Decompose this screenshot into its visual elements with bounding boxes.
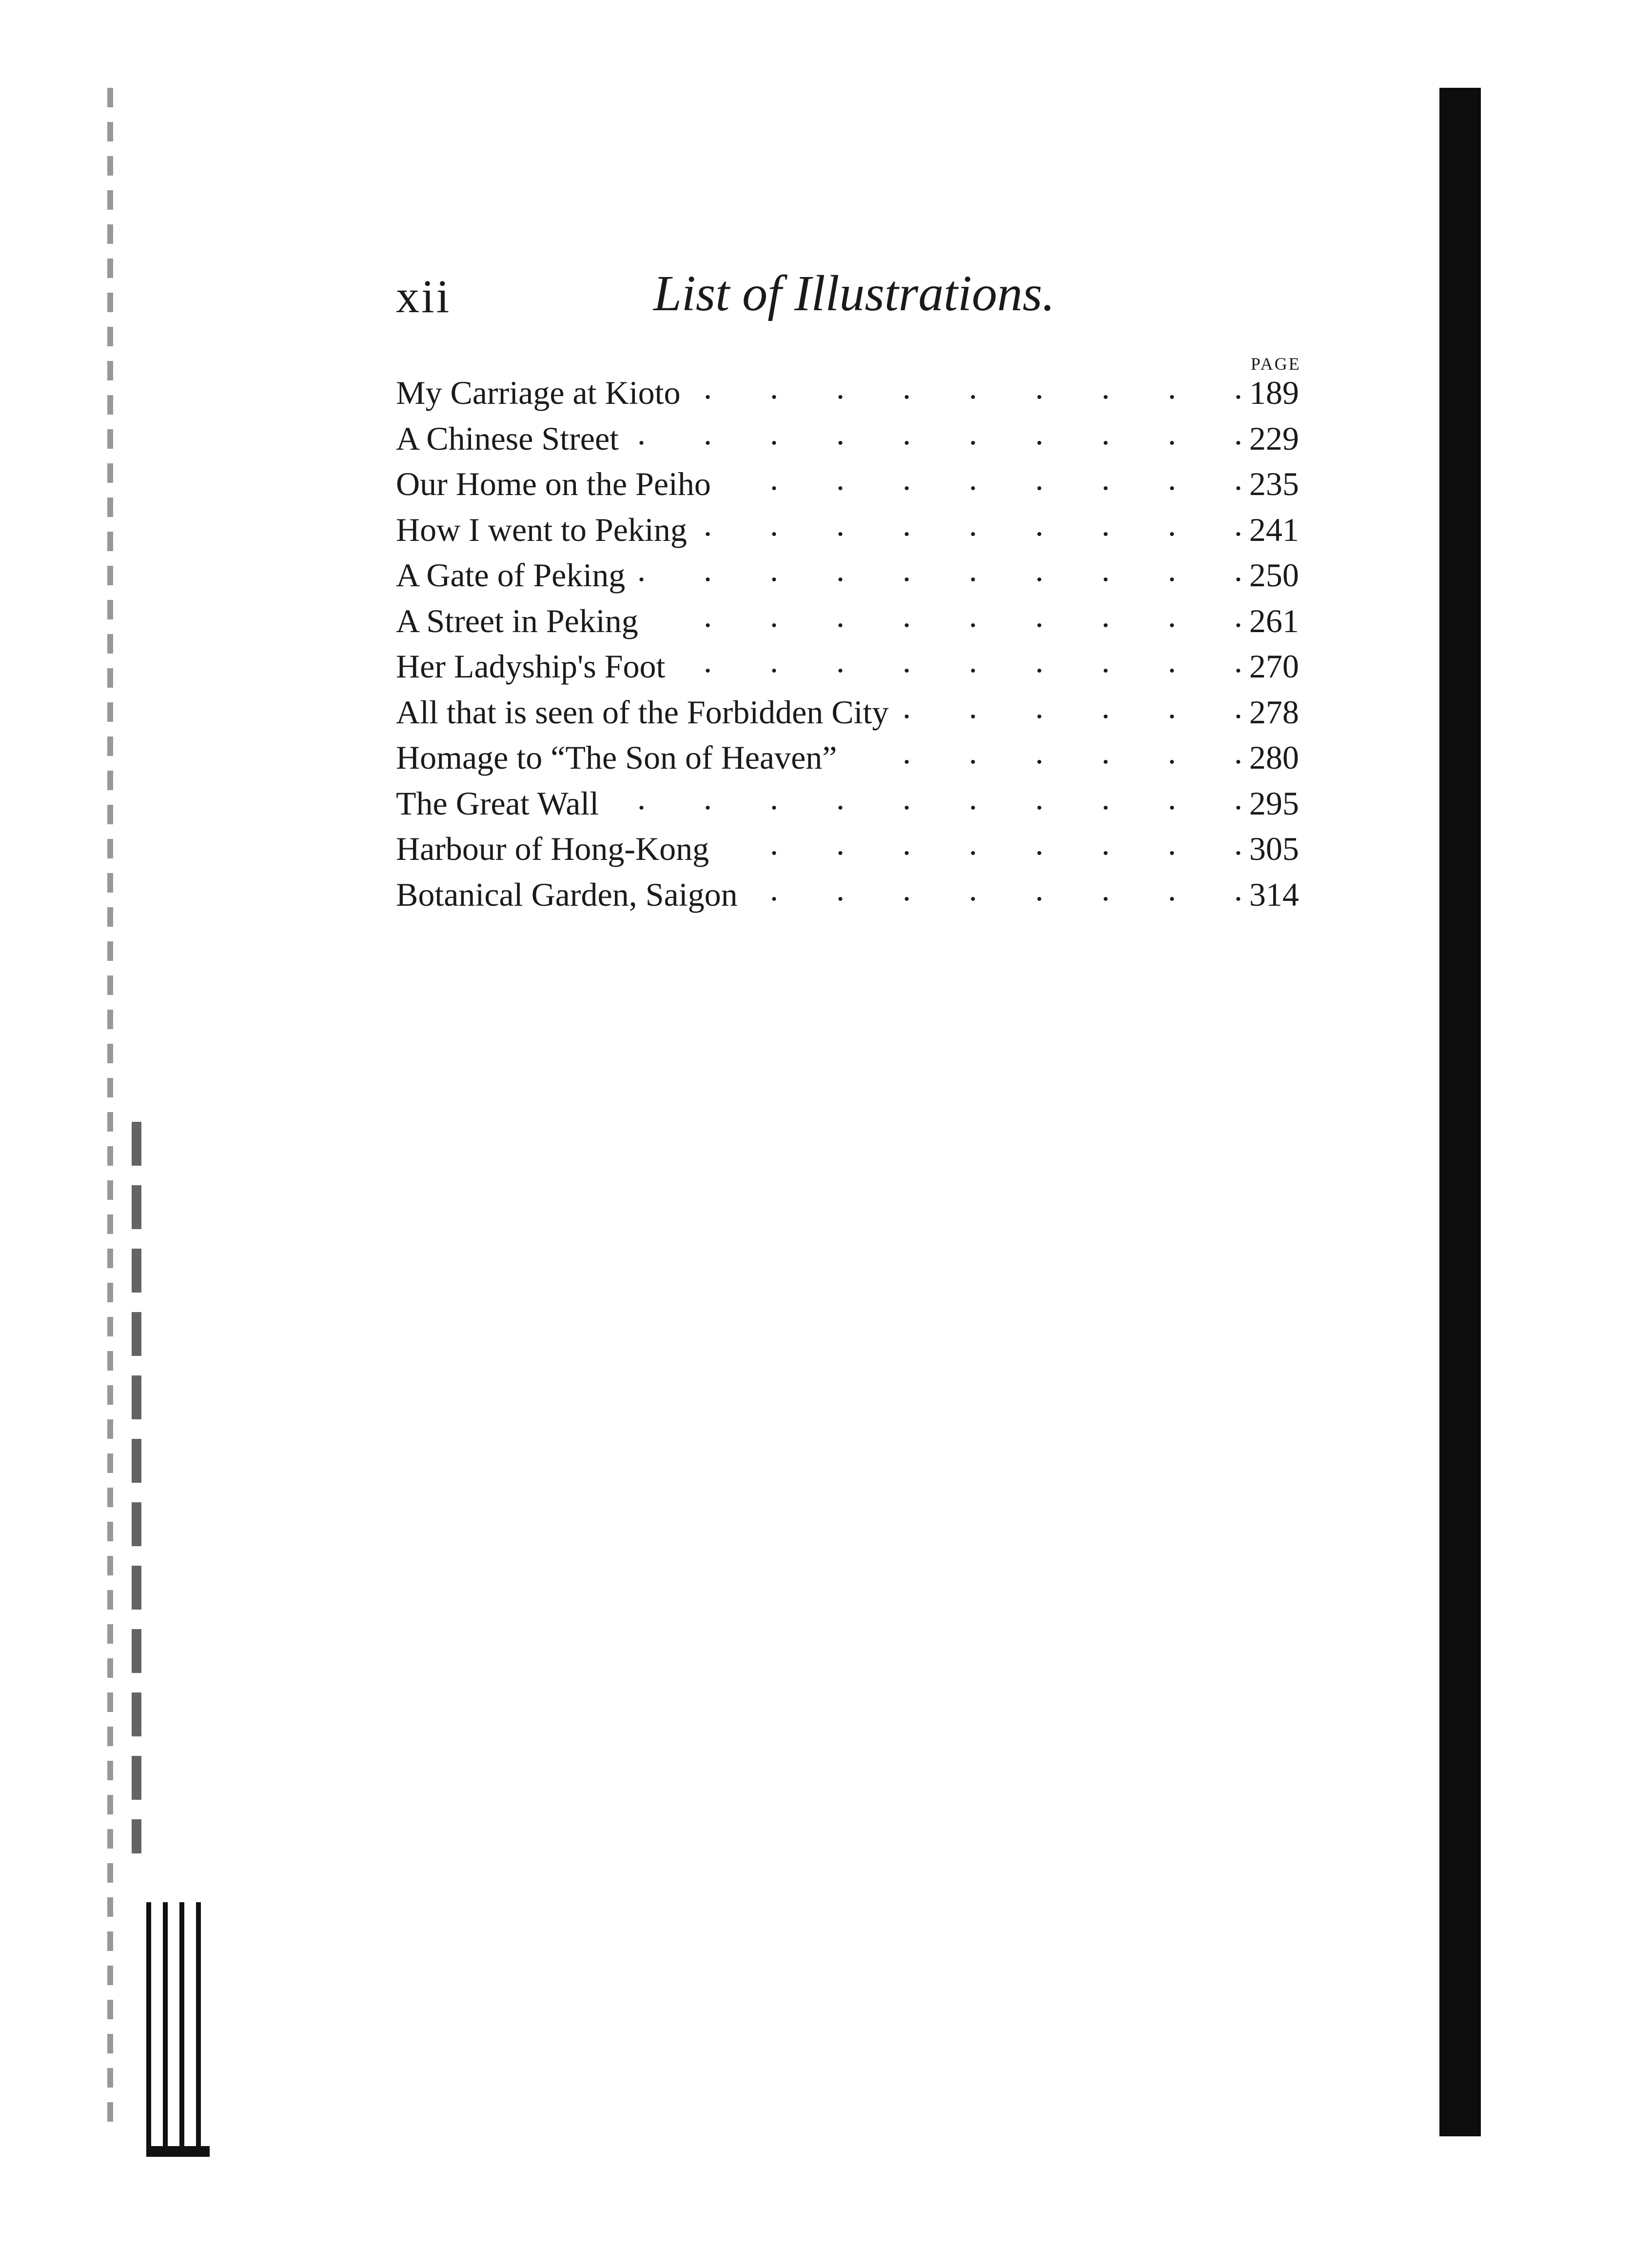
illustration-page: 278 [1249,693,1299,731]
illustration-page: 314 [1249,876,1299,913]
dot-leader [725,462,1242,495]
list-item [396,462,1322,508]
dot-leader [632,417,1242,450]
page-folio: xii [396,270,452,322]
list-item [396,417,1322,462]
illustration-title: All that is seen of the Forbidden City [396,693,889,731]
dot-leader [694,371,1242,404]
list-item [396,553,1322,599]
illustration-title: A Gate of Peking [396,557,626,594]
illustration-page: 295 [1249,784,1299,822]
illustrations-list [396,371,1322,918]
illustration-title: The Great Wall [396,784,599,822]
list-item [396,781,1322,827]
list-item [396,371,1322,417]
illustration-title: A Chinese Street [396,419,619,457]
page-title: List of Illustrations. [653,265,1055,321]
scan-binding-artifact [146,1902,210,2156]
scan-binding-artifact [146,2146,210,2157]
illustration-title: Botanical Garden, Saigon [396,876,738,913]
list-item [396,644,1322,690]
list-item [396,827,1322,873]
illustration-page: 261 [1249,602,1299,639]
illustration-page: 250 [1249,557,1299,594]
list-item [396,599,1322,645]
dot-leader [850,736,1242,769]
illustration-title: My Carriage at Kioto [396,374,681,411]
page-column-label: PAGE [1251,354,1301,374]
illustration-page: 229 [1249,419,1299,457]
illustration-title: How I went to Peking [396,511,687,548]
illustration-page: 280 [1249,739,1299,776]
illustration-page: 241 [1249,511,1299,548]
dot-leader [639,553,1242,586]
scan-edge-shadow [1439,88,1481,2136]
illustration-title: A Street in Peking [396,602,638,639]
scan-binding-artifact [107,88,113,2136]
illustration-page: 270 [1249,648,1299,685]
dot-leader [652,599,1242,632]
list-item [396,736,1322,781]
illustration-title: Her Ladyship's Foot [396,648,666,685]
illustration-page: 305 [1249,830,1299,867]
list-item [396,873,1322,918]
illustration-title: Our Home on the Peiho [396,465,711,502]
scan-binding-artifact [132,1122,141,1853]
dot-leader [701,508,1242,541]
dot-leader [723,827,1242,860]
illustration-page: 235 [1249,465,1299,502]
illustration-page: 189 [1249,374,1299,411]
dot-leader [902,690,1242,723]
list-item [396,690,1322,736]
illustration-title: Harbour of Hong-Kong [396,830,709,867]
dot-leader [612,781,1242,815]
list-item [396,508,1322,554]
dot-leader [679,644,1242,677]
illustration-title: Homage to “The Son of Heaven” [396,739,837,776]
dot-leader [751,873,1242,906]
